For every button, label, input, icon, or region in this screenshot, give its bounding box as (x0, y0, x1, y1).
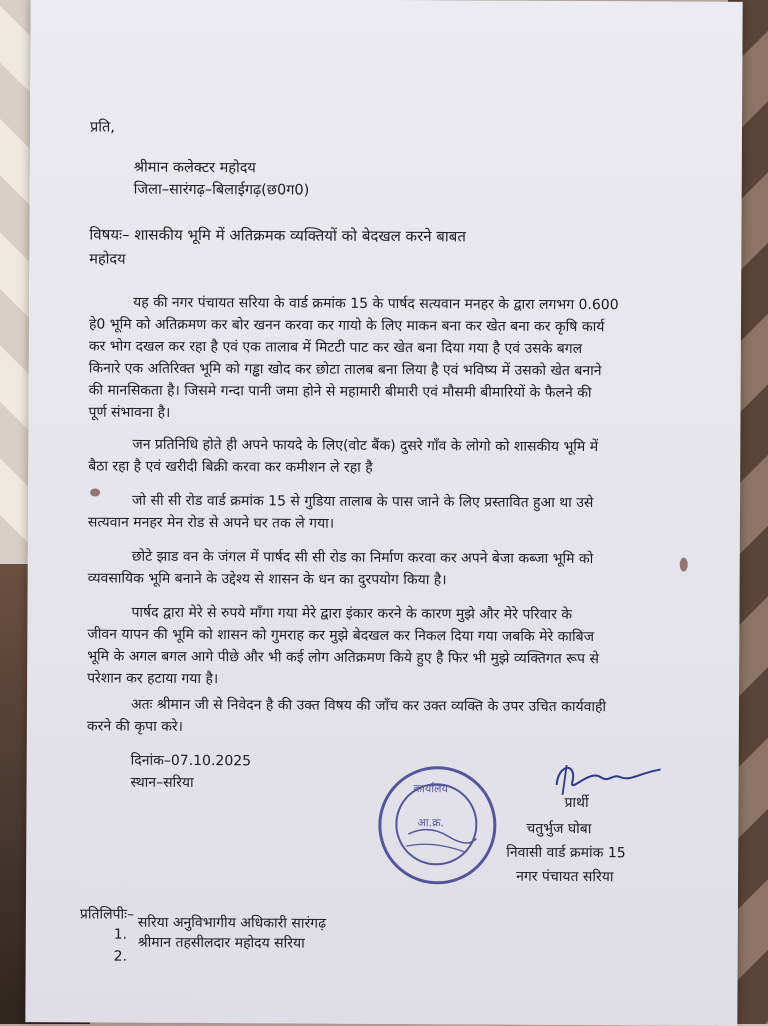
place-line: स्थान–सरिया (130, 774, 194, 792)
paragraph-1-line: यह की नगर पंचायत सरिया के वार्ड क्रमांक 15 के पार्षद सत्यवान मनहर के द्वारा लगभग 0.600 (133, 294, 619, 314)
paragraph-3-line: सत्यवान मनहर मेन रोड से अपने घर तक ले गया। (87, 514, 335, 532)
copy-item-text: सरिया अनुविभागीय अधिकारी सारंगढ़ (137, 914, 327, 932)
paragraph-5-line: पार्षद द्वारा मेरे से रुपये माँगा गया मेरे द्वारा इंकार करने के कारण मुझे और मेरे परिवार के (131, 604, 573, 623)
stamp-scribble-icon (378, 766, 491, 879)
subject-line: विषयः– शासकीय भूमि में अतिक्रमक व्यक्तियों को बेदखल करने बाबत (89, 225, 466, 246)
paragraph-1-line: कर भोग दखल कर रहा है एवं एक तालाब में मिटटी पाट कर खेत बना दिया गया है एवं उसके बगल (88, 338, 583, 358)
addressee-line1: श्रीमान कलेक्टर महोदय (133, 159, 256, 177)
paragraph-1-line: किनारे एक अतिरिक्त भूमि को गड्ढा खोद कर छोटा तालब बना लिया है एवं भविष्य में उसको खेत बनाने (88, 360, 602, 380)
letter-paper (25, 0, 742, 1026)
paragraph-5-line: परेशान कर हटाया गया है। (87, 670, 219, 688)
paragraph-1-line: पूर्ण संभावना है। (88, 404, 171, 421)
stamp-middle-text: आ.क्र. (417, 816, 445, 830)
paragraph-2-line: जन प्रतिनिधि होते ही अपने फायदे के लिए(वोट बैंक) दुसरे गाँव के लोगो को शासकीय भूमि में (132, 436, 599, 456)
stamp-top-text: कार्यालय (413, 782, 448, 796)
paragraph-6-line: अतः श्रीमान जी से निवेदन है की उक्त विषय की जाँच कर उक्त व्यक्ति के उपर उचित कार्यवाही (130, 696, 607, 716)
paragraph-1-line: की मानसिकता है। जिसमे गन्दा पानी जमा होने से महामारी बीमारी एवं मौसमी बीमारियों के फैलने की (88, 382, 592, 402)
paragraph-2-line: बैठा रहा है एवं खरीदी बिक्री करवा कर कमीशन ले रहा है (88, 458, 373, 476)
paragraph-5-line: भूमि के अगल बगल आगे पीछे और भी कई लोग अतिक्रमण किये हुए है फिर भी मुझे व्यक्तिगत रूप से (87, 648, 599, 668)
ink-smudge (680, 558, 688, 572)
paragraph-5-line: जीवन यापन की भूमि को शासन को गुमराह कर मुझे बेदखल कर निकल दिया गया जबकि मेरे काबिज (87, 626, 595, 646)
office-seal-stamp (378, 766, 497, 885)
sender-address-line2: नगर पंचायत सरिया (516, 868, 614, 886)
signature-label: प्रार्थी (564, 794, 589, 812)
paragraph-3-line: जो सी सी रोड वार्ड क्रमांक 15 से गुडिया तालाब के पास जाने के लिए प्रस्तावित हुआ था उसे (132, 492, 594, 512)
copy-heading: प्रतिलिपीः– (79, 906, 135, 923)
greeting: महोदय (89, 251, 126, 268)
copy-item-text: श्रीमान तहसीलदार महोदय सरिया (137, 934, 305, 952)
addressee-line2: जिला–सारंगढ़–बिलाईगढ़(छ0ग0) (133, 181, 310, 199)
salutation-to: प्रति, (89, 119, 115, 136)
copy-item-number: 2. (113, 948, 128, 965)
paragraph-6-line: करने की कृपा करे। (86, 718, 184, 735)
paragraph-4-line: व्यवसायिक भूमि बनाने के उद्देश्य से शासन के धन का दुरपयोग किया है। (87, 570, 447, 589)
sender-name: चतुर्भुज घोबा (526, 820, 592, 838)
copy-item-number: 1. (113, 926, 128, 943)
ink-smudge (90, 488, 100, 496)
date-line: दिनांक–07.10.2025 (130, 752, 252, 770)
sender-address-line1: निवासी वार्ड क्रमांक 15 (506, 844, 626, 862)
paragraph-4-line: छोटे झाड वन के जंगल में पार्षद सी सी रोड का निर्माण करवा कर अपने बेजा कब्जा भूमि को (131, 548, 594, 568)
paragraph-1-line: हे0 भूमि को अतिक्रमण कर बोर खनन करवा कर गायो के लिए माकन बना कर खेत बना कर कृषि कार्य (88, 316, 605, 336)
